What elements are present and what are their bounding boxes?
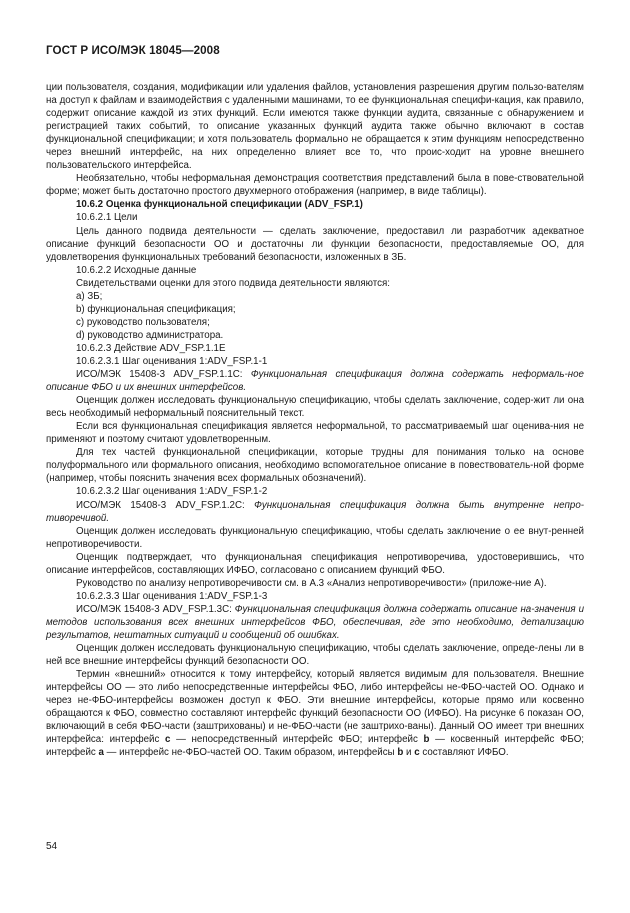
paragraph-text: Цель данного подвида деятельности — сделать заключение, предоставил ли разработчик адекватное описание функций безопасности ОО и достаточны ли функции безопасности, предоставляемые ОО, для удовлетворения функциональных требований безопасности, изложенных в ЗБ.: [46, 225, 584, 263]
paragraph: [46, 499, 584, 525]
paragraph: [46, 264, 584, 277]
paragraph: [46, 211, 584, 224]
paragraph-text: 10.6.2.3.3 Шаг оценивания 1:ADV_FSP.1-3: [76, 590, 268, 602]
paragraph-text: c) руководство пользователя;: [76, 316, 210, 328]
paragraph: [46, 420, 584, 446]
paragraph: [46, 590, 584, 603]
requirement-text: Функциональная спецификация должна быть внутренне непро-тиворечивой.: [46, 499, 584, 524]
paragraph-text: Оценщик должен исследовать функциональную спецификацию, чтобы сделать заключение о ее внут-ренней непротиворечивости.: [46, 525, 584, 550]
section-heading: [46, 198, 584, 211]
paragraph: [46, 446, 584, 485]
paragraph: [46, 525, 584, 551]
paragraph: [46, 603, 584, 642]
paragraph-text: Руководство по анализу непротиворечивости см. в А.3 «Анализ непротиворечивости» (приложе-ние А).: [76, 577, 547, 589]
paragraph: [46, 329, 584, 342]
paragraph-text: Свидетельствами оценки для этого подвида деятельности являются:: [76, 277, 390, 289]
paragraph-text: ции пользователя, создания, модификации или удаления файлов, установления разрешения другим пользо-вателям на доступ к файлам и взаимодействия с удаленными машинами, то ее функциональная специфи-кация, как правило, содержит описание каждой из этих функций. Если имеются также функции аудита, связанные с обнаружением и регистрацией таких событий, то описание указанных функций аудита также обычно включают в состав функциональной спецификации; и хотя пользователь формально не обращается к этим функциям непосредственно через внешний интерфейс, на них определенно влияет все то, что проис-ходит на уровне внешнего пользовательского интерфейса.: [46, 82, 584, 172]
paragraph: [46, 485, 584, 498]
paragraph: [46, 225, 584, 264]
paragraph: [46, 394, 584, 420]
paragraph: Термин «внешний» относится к тому интерфейсу, который является видимым для пользователя. Внешние интерфейсы ОО — это либо непосредственные интерфейсы ФБО, либо интерфейсы не-ФБО-частей ОО. Однако и через не-ФБО-интерфейсы возможен доступ к ФБО. Эти внешние интерфейсы, которые прямо или косвенно обращаются к ФБО, совместно составляют интерфейс функций безопасности ОО (ИФБО). На рисунке 6 показан ОО, включающий в себя ФБО-части (заштрихованы) и не-ФБО-части (не заштрихо-ваны). Данный ОО имеет три внешних интерфейса: интерфейс c — непосредственный интерфейс ФБО; интерфейс b — косвенный интерфейс ФБО; интерфейс a — интерфейс не-ФБО-частей ОО. Таким образом, интерфейсы b и c составляют ИФБО.: [46, 669, 584, 759]
paragraph-text: Оценщик должен исследовать функциональную спецификацию, чтобы сделать заключение, содер-жит ли она весь необходимый неформальный пояснительный текст.: [46, 395, 584, 420]
paragraph-text: ИСО/МЭК 15408-3 ADV_FSP.1.2C:: [76, 499, 255, 511]
page-number: 54: [46, 841, 58, 852]
paragraph-text: b) функциональная спецификация;: [76, 303, 236, 315]
paragraph-text: 10.6.2 Оценка функциональной спецификации (ADV_FSP.1): [76, 199, 363, 211]
paragraph-text: ИСО/МЭК 15408-3 ADV_FSP.1.3C:: [76, 603, 235, 615]
paragraph-text: Оценщик подтверждает, что функциональная спецификация непротиворечива, удостоверившись, что описание интерфейсов, составляющих ИФБО, согласовано с описанием функций ФБО.: [46, 551, 584, 576]
paragraph-text: 10.6.2.1 Цели: [76, 212, 138, 224]
paragraph-text: Для тех частей функциональной спецификации, которые трудны для понимания только на основе полуформального или формального описания, необходимо вспомогательное описание в повествователь-ной форме (например, чтобы пояснить значения всех формальных обозначений).: [46, 447, 584, 485]
paragraph: [46, 81, 584, 172]
paragraph-text: Если вся функциональная спецификация является неформальной, то рассматриваемый шаг оценива-ния не применяют и поэтому считают удовлетворенным.: [46, 421, 584, 446]
paragraph: [46, 316, 584, 329]
paragraph: [46, 355, 584, 368]
paragraph-text: 10.6.2.3 Действие ADV_FSP.1.1E: [76, 342, 226, 354]
paragraph: [46, 368, 584, 394]
paragraph-text: 10.6.2.3.2 Шаг оценивания 1:ADV_FSP.1-2: [76, 486, 268, 498]
body-text: [46, 81, 584, 759]
paragraph: [46, 303, 584, 316]
paragraph: [46, 642, 584, 668]
standard-header: ГОСТ Р ИСО/МЭК 18045—2008: [46, 44, 220, 57]
paragraph: [46, 277, 584, 290]
requirement-text: Функциональная спецификация должна содержать неформаль-ное описание ФБО и их внешних интерфейсов.: [46, 369, 584, 394]
paragraph-text: Оценщик должен исследовать функциональную спецификацию, чтобы сделать заключение, опреде-лены ли в ней все внешние интерфейсы функций безопасности ОО.: [46, 643, 584, 668]
paragraph: [46, 342, 584, 355]
requirement-text: Функциональная спецификация должна содержать описание на-значения и методов использования всех внешних интерфейсов ФБО, обеспечивая, где это необходимо, детализацию результатов, нештатных ситуаций и сообщений об ошибках.: [46, 603, 584, 641]
paragraph-text: ИСО/МЭК 15408-3 ADV_FSP.1.1C:: [76, 369, 251, 381]
paragraph-text: Необязательно, чтобы неформальная демонстрация соответствия представлений была в пове-ствовательной форме; может быть достаточно простого двухмерного отображения (например, в виде таблицы).: [46, 173, 584, 198]
paragraph-text: a) ЗБ;: [76, 290, 103, 302]
paragraph: [46, 172, 584, 198]
paragraph: [46, 577, 584, 590]
paragraph-text: 10.6.2.2 Исходные данные: [76, 264, 197, 276]
paragraph: [46, 290, 584, 303]
paragraph: [46, 551, 584, 577]
paragraph-text: 10.6.2.3.1 Шаг оценивания 1:ADV_FSP.1-1: [76, 355, 268, 367]
paragraph-text: d) руководство администратора.: [76, 329, 224, 341]
